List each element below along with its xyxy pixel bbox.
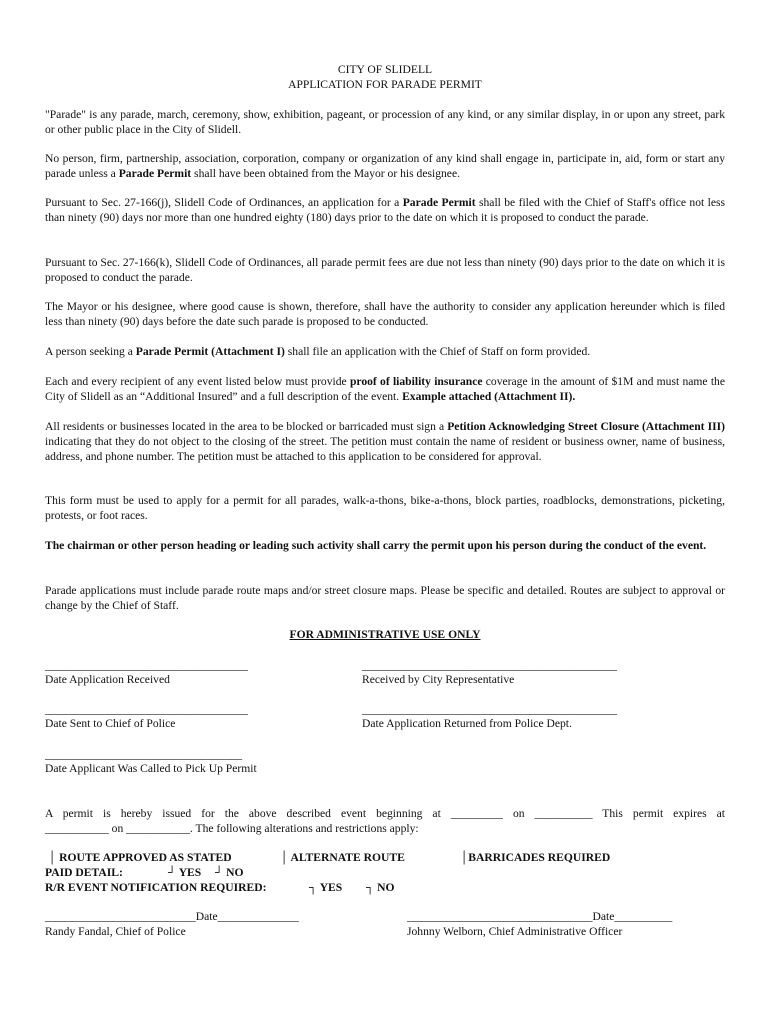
paid-detail-no[interactable]: ┘ NO [215,866,244,879]
paragraph-permit-required: No person, firm, partnership, association, corporation, company or organization of any kind shall engage in, participate in, aid, form or start any parade unless a Parade Permit shall have been obtained from the Mayor or his designee. [45,152,725,180]
paragraph-carry-permit: The chairman or other person heading or leading such activity shall carry the permit upon his person during the conduct of the event. [45,539,707,552]
paragraph-parade-definition: "Parade" is any parade, march, ceremony, show, exhibition, pageant, or procession of any kind, or any similar display, in or upon any street, park or other public place in the City of Slidell. [45,108,725,136]
cao-signature-line: ________________________________Date__________ [407,910,673,923]
checkbox-icon: │ [48,851,57,864]
paragraph-route-maps: Parade applications must include parade route maps and/or street closure maps. Please be specific and detailed. Routes are subject to approval or change by the Chief of Staff. [45,584,725,612]
checkbox-icon: │ [280,851,289,864]
header-title: APPLICATION FOR PARADE PERMIT [288,78,482,91]
date-called-label: Date Applicant Was Called to Pick Up Permit [45,762,257,775]
date-received-line: ___________________________________ [45,659,248,672]
paragraph-fees: Pursuant to Sec. 27-166(k), Slidell Code of Ordinances, all parade permit fees are due not less than ninety (90) days prior to the date on which it is proposed to conduct the parade. [45,256,725,284]
rr-notification-no[interactable]: ┐ NO [366,881,395,894]
paragraph-attachment-i: A person seeking a Parade Permit (Attachment I) shall file an application with the Chief of Staff on form provided. [45,345,591,358]
paid-detail-yes[interactable]: ┘ YES [168,866,202,879]
date-sent-line: ___________________________________ [45,703,248,716]
paragraph-petition: All residents or businesses located in the area to be blocked or barricaded must sign a Petition Acknowledging Street Closure (Attachment III) indicating that they do not object to the closing of the street. The petition must contain the name of resident or business owner, name of business, address, and phone number. The petition must be attached to this application to be considered for approval. [45,420,725,463]
date-called-line: __________________________________ [45,748,243,761]
received-by-line: ____________________________________________ [362,659,618,672]
header-city: CITY OF SLIDELL [337,63,433,76]
date-received-label: Date Application Received [45,673,170,686]
admin-heading: FOR ADMINISTRATIVE USE ONLY [289,628,481,641]
date-returned-line: ____________________________________________ [362,703,618,716]
option-alternate-route[interactable]: │ ALTERNATE ROUTE [280,851,405,864]
checkbox-icon: ┐ [366,881,375,894]
paragraph-good-cause: The Mayor or his designee, where good cause is shown, therefore, shall have the authority to consider any application hereunder which is filed less than ninety (90) days before the date such parade is proposed to be conducted. [45,300,725,328]
chief-police-signature-line: __________________________Date______________ [45,910,299,923]
date-sent-label: Date Sent to Chief of Police [45,717,176,730]
permit-expires-line: ___________ on ___________. The following alterations and restrictions apply: [45,822,419,835]
date-returned-label: Date Application Returned from Police Dept. [362,717,572,730]
paid-detail-label: PAID DETAIL: [45,866,123,879]
paragraph-form-usage: This form must be used to apply for a permit for all parades, walk-a-thons, bike-a-thons, block parties, roadblocks, demonstrations, picketing, protests, or foot races. [45,494,725,522]
checkbox-icon: ┘ [168,866,177,879]
rr-notification-yes[interactable]: ┐ YES [309,881,343,894]
checkbox-icon: ┐ [309,881,318,894]
rr-notification-label: R/R EVENT NOTIFICATION REQUIRED: [45,881,267,894]
option-barricades[interactable]: │BARRICADES REQUIRED [460,851,611,864]
cao-name: Johnny Welborn, Chief Administrative Officer [407,925,623,938]
paragraph-filing-deadline: Pursuant to Sec. 27-166(j), Slidell Code of Ordinances, an application for a Parade Permit shall be filed with the Chief of Staff's office not less than ninety (90) days nor more than one hundred eighty (180) days prior to the date on which it is proposed to conduct the parade. [45,196,726,224]
permit-issued-line: A permit is hereby issued for the above described event beginning at _________ on __________ This permit expires at [45,807,725,820]
checkbox-icon: │ [460,851,469,864]
option-route-approved[interactable]: │ ROUTE APPROVED AS STATED [48,851,232,864]
chief-police-name: Randy Fandal, Chief of Police [45,925,186,938]
paragraph-insurance: Each and every recipient of any event listed below must provide proof of liability insurance coverage in the amount of $1M and must name the City of Slidell as an “Additional Insured” and a full description of the event. Example attached (Attachment II). [45,375,725,403]
checkbox-icon: ┘ [215,866,224,879]
received-by-label: Received by City Representative [362,673,515,686]
